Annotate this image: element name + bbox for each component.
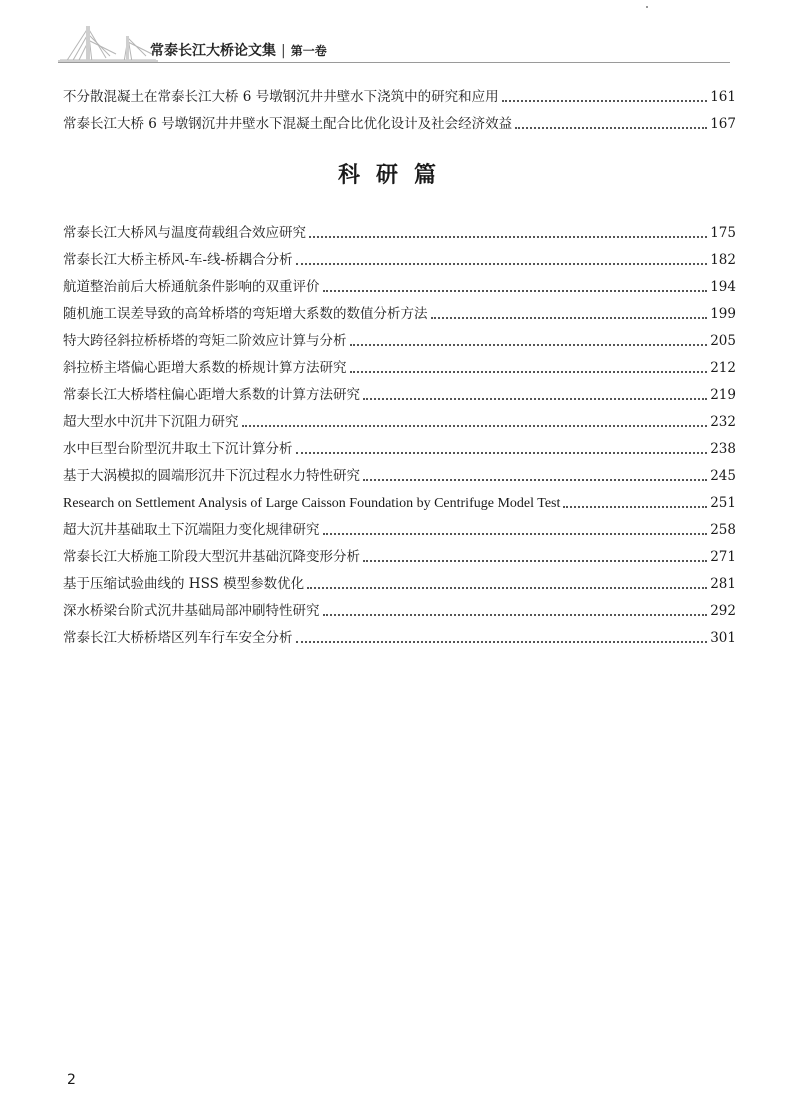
header-separator: | — [281, 43, 286, 59]
toc-entry-page: 182 — [710, 252, 736, 268]
toc-entry-title: 斜拉桥主塔偏心距增大系数的桥规计算方法研究 — [63, 360, 347, 376]
toc-entry-page: 292 — [710, 603, 736, 619]
dot-leader — [363, 479, 707, 481]
dot-leader — [363, 398, 707, 400]
dot-leader — [350, 371, 708, 373]
toc-entry-title: 随机施工误差导致的高耸桥塔的弯矩增大系数的数值分析方法 — [63, 306, 428, 322]
toc-entry-title: 常泰长江大桥塔柱偏心距增大系数的计算方法研究 — [63, 387, 360, 403]
volume-label: 第一卷 — [290, 44, 327, 58]
toc-entry-page: 175 — [710, 225, 736, 241]
toc-entry-page: 271 — [710, 549, 736, 565]
toc-entry-title: 不分散混凝土在常泰长江大桥 6 号墩钢沉井井壁水下浇筑中的研究和应用 — [63, 89, 499, 105]
toc-entry-page: 205 — [710, 333, 736, 349]
toc-entry-title: 基于压缩试验曲线的 HSS 模型参数优化 — [63, 576, 305, 592]
toc-entry[interactable] — [63, 247, 736, 274]
toc-entry-page: 258 — [710, 522, 736, 538]
header-rule — [58, 62, 730, 63]
toc-entry-page: 212 — [710, 360, 736, 376]
toc-entry[interactable] — [63, 625, 736, 652]
toc-entry[interactable] — [63, 436, 736, 463]
dot-leader — [242, 425, 708, 427]
toc-entry[interactable] — [63, 571, 736, 598]
dot-leader — [309, 236, 707, 238]
corner-mark — [646, 6, 648, 8]
dot-leader — [296, 641, 708, 643]
dot-leader — [323, 533, 708, 535]
toc-entry-title: 水中巨型台阶型沉井取土下沉计算分析 — [63, 441, 293, 457]
dot-leader — [502, 100, 707, 102]
dot-leader — [323, 614, 708, 616]
toc-entry-title: 常泰长江大桥施工阶段大型沉井基础沉降变形分析 — [63, 549, 360, 565]
toc-entry[interactable] — [63, 220, 736, 247]
toc-entry-page: 301 — [710, 630, 736, 646]
dot-leader — [350, 344, 708, 346]
toc-entry[interactable] — [63, 274, 736, 301]
toc-entry-title: 常泰长江大桥风与温度荷载组合效应研究 — [63, 225, 306, 241]
toc-entry-title: 特大跨径斜拉桥桥塔的弯矩二阶效应计算与分析 — [63, 333, 347, 349]
toc-entry-title: 超大型水中沉井下沉阻力研究 — [63, 414, 239, 430]
toc-entry[interactable] — [63, 598, 736, 625]
running-header — [0, 0, 790, 70]
header-title-line — [150, 40, 327, 60]
book-title: 常泰长江大桥论文集 — [150, 43, 276, 59]
toc-entry[interactable] — [63, 111, 736, 138]
bridge-sketch-icon — [58, 18, 158, 66]
toc-entry-title: 航道整治前后大桥通航条件影响的双重评价 — [63, 279, 320, 295]
toc-list-research — [63, 220, 736, 652]
section-heading: 科研篇 — [337, 163, 452, 188]
toc-entry-title: 深水桥梁台阶式沉井基础局部冲刷特性研究 — [63, 603, 320, 619]
toc-entry[interactable] — [63, 517, 736, 544]
dot-leader — [307, 587, 707, 589]
toc-entry[interactable] — [63, 328, 736, 355]
page-number: 2 — [67, 1072, 76, 1088]
toc-list-continued — [63, 84, 736, 138]
dot-leader — [323, 290, 708, 292]
dot-leader — [563, 506, 707, 508]
toc-entry[interactable] — [63, 544, 736, 571]
toc-entry-title: 常泰长江大桥桥塔区列车行车安全分析 — [63, 630, 293, 646]
toc-entry[interactable] — [63, 463, 736, 490]
toc-entry-title: 常泰长江大桥 6 号墩钢沉井井壁水下混凝土配合比优化设计及社会经济效益 — [63, 116, 513, 132]
toc-entry-title: Research on Settlement Analysis of Large Caisson Foundation by Centrifuge Model Test — [63, 496, 561, 511]
toc-entry-title: 常泰长江大桥主桥风-车-线-桥耦合分析 — [63, 252, 293, 268]
toc-entry-page: 199 — [710, 306, 736, 322]
toc-entry-page: 238 — [710, 441, 736, 457]
toc-entry-page: 281 — [710, 576, 736, 592]
toc-entry-page: 161 — [710, 89, 736, 105]
toc-entry[interactable] — [63, 84, 736, 111]
toc-entry-page: 167 — [710, 116, 736, 132]
toc-entry-title: 超大沉井基础取土下沉端阻力变化规律研究 — [63, 522, 320, 538]
toc-entry-page: 251 — [710, 495, 736, 511]
toc-entry-page: 194 — [710, 279, 736, 295]
dot-leader — [431, 317, 708, 319]
toc-entry-page: 232 — [710, 414, 736, 430]
toc-entry[interactable] — [63, 382, 736, 409]
toc-entry[interactable] — [63, 301, 736, 328]
dot-leader — [363, 560, 707, 562]
toc-entry[interactable] — [63, 490, 736, 517]
toc-entry-page: 219 — [710, 387, 736, 403]
dot-leader — [296, 263, 707, 265]
dot-leader — [515, 127, 707, 129]
dot-leader — [296, 452, 708, 454]
toc-entry[interactable] — [63, 355, 736, 382]
toc-entry-title: 基于大涡模拟的圆端形沉井下沉过程水力特性研究 — [63, 468, 360, 484]
toc-entry[interactable] — [63, 409, 736, 436]
toc-entry-page: 245 — [710, 468, 736, 484]
